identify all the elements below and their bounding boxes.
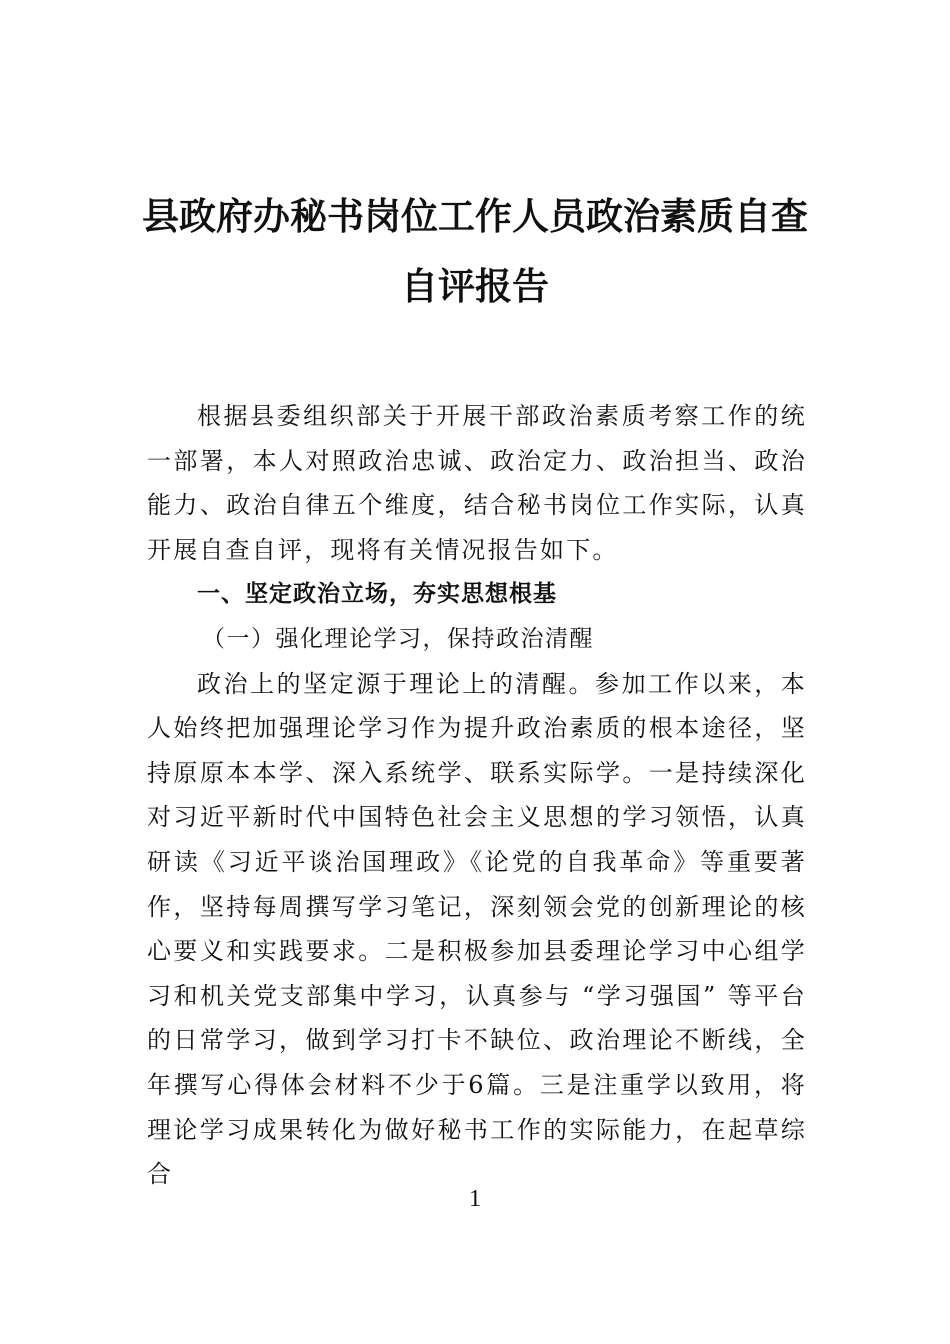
document-body <box>147 394 807 1197</box>
section-heading-1: 一、坚定政治立场，夯实思想根基 <box>197 581 557 608</box>
intro-paragraph: 根据县委组织部关于开展干部政治素质考察工作的统一部署，本人对照政治忠诚、政治定力、政治担当、政治能力、政治自律五个维度，结合秘书岗位工作实际，认真开展自查自评，现将有关情况报告如下。 <box>147 402 807 564</box>
document-title-line-1: 县政府办秘书岗位工作人员政治素质自查 <box>142 195 808 238</box>
document-title-line-2: 自评报告 <box>401 265 549 308</box>
body-paragraph-1: 政治上的坚定源于理论上的清醒。参加工作以来，本人始终把加强理论学习作为提升政治素质的根本途径，坚持原原本本学、深入系统学、联系实际学。一是持续深化对习近平新时代中国特色社会主义思想的学习领悟，认真研读《习近平谈治国理政》《论党的自我革命》等重要著作，坚持每周撰写学习笔记，深刻领会党的创新理论的核心要义和实践要求。二是积极参加县委理论学习中心组学习和机关党支部集中学习，认真参与 “学习强国” 等平台的日常学习，做到学习打卡不缺位、政治理论不断线，全年撰写心得体会材料不少于6篇。三是注重学以致用，将理论学习成果转化为做好秘书工作的实际能力，在起草综合 <box>147 669 807 1189</box>
page-number: 1 <box>469 1186 481 1212</box>
subsection-heading-1: （一）强化理论学习，保持政治清醒 <box>202 625 594 652</box>
